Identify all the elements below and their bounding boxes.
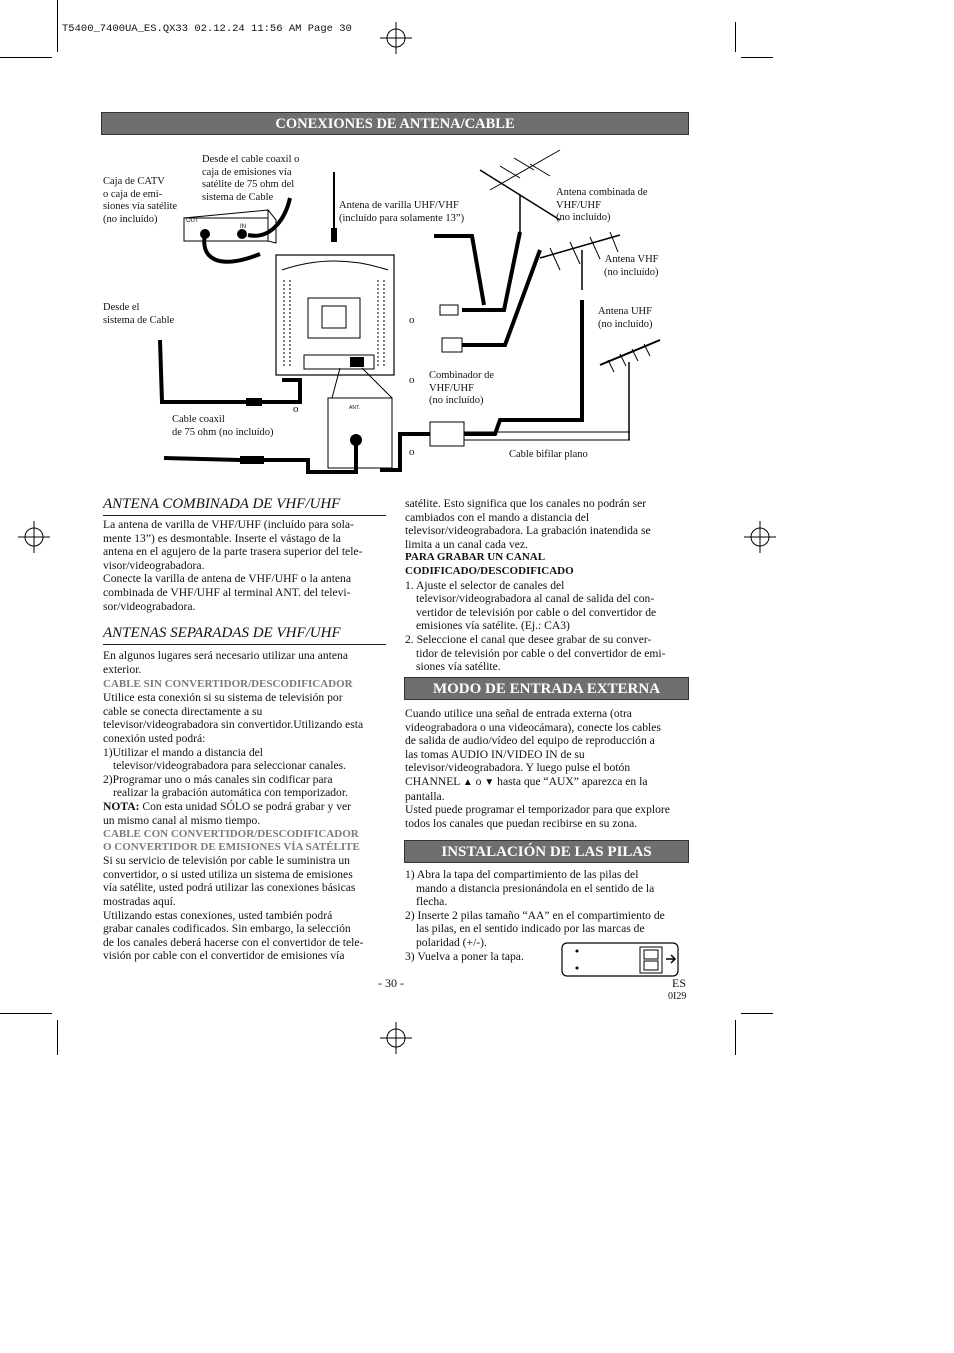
list-item: 1) Abra la tapa del compartimiento de las pilas del mando a distancia presionándola en el sentido de la flecha. bbox=[405, 868, 655, 909]
label-uhf-antenna: Antena UHF (no incluído) bbox=[598, 306, 653, 330]
external-mode-text bbox=[405, 707, 695, 830]
crop-mark bbox=[741, 1013, 773, 1014]
paragraph: Conecte la varilla de antena de VHF/UHF o la antena combinada de VHF/UHF al terminal ANT. del televi- sor/videograbadora. bbox=[103, 572, 352, 613]
left-column-text-2 bbox=[103, 649, 393, 963]
left-column-text bbox=[103, 518, 393, 613]
remote-battery-cover-drawing bbox=[560, 941, 684, 979]
language-code: ES bbox=[672, 976, 687, 990]
crop-mark bbox=[0, 1013, 52, 1014]
registration-mark bbox=[744, 521, 776, 553]
crop-mark bbox=[0, 57, 52, 58]
paragraph: Utilice esta conexión si su sistema de televisión por cable se conecta directamente a su televisor/videograbadora sin convertidor.Utilizando esta conexión usted podrá: bbox=[103, 691, 364, 745]
combo-antenna-drawing bbox=[480, 150, 560, 235]
marker-o: o bbox=[409, 374, 415, 386]
heading-separate-antennas: ANTENAS SEPARADAS DE VHF/UHF bbox=[103, 625, 386, 645]
crop-mark bbox=[735, 22, 736, 52]
list-item: 1. Ajuste el selector de canales del televisor/videograbadora al canal de salida del con- vertidor de televisión por cable o del convertidor de emisiones vía satélite. (Ej.: CA3) bbox=[405, 578, 657, 633]
label-coax-cable: Cable coaxil de 75 ohm (no incluído) bbox=[172, 414, 274, 438]
arrow-down-icon: ▼ bbox=[484, 776, 495, 788]
label-out: OUT bbox=[186, 218, 199, 224]
heading-combined-antenna: ANTENA COMBINADA DE VHF/UHF bbox=[103, 496, 386, 516]
crop-mark bbox=[735, 1020, 736, 1055]
marker-o: o bbox=[293, 403, 299, 415]
print-header-line: T5400_7400UA_ES.QX33 02.12.24 11:56 AM Page 30 bbox=[62, 23, 352, 35]
paragraph: Utilizando estas conexiones, usted también podrá grabar canales codificados. Sin embargo, la selección de los canales deberá hacerse con el convertidor de tele- visión por cable con el convertidor de emisiones vía bbox=[103, 908, 364, 963]
paragraph: Si su servicio de televisión por cable le suministra un convertidor, o si usted utiliza un sistema de emisiones vía satélite, usted podrá utilizar las conexiones básicas mostradas aquí. bbox=[103, 854, 356, 908]
ext-text-b: hasta que “AUX” aparezca en la pantalla. bbox=[405, 774, 648, 803]
crop-mark bbox=[57, 1020, 58, 1055]
gray-subheading: CABLE SIN CONVERTIDOR/DESCODIFICADOR bbox=[103, 678, 353, 691]
list-item: 3) Vuelva a poner la tapa. bbox=[405, 949, 524, 963]
page-number: - 30 - bbox=[378, 976, 404, 990]
label-from-cable: Desde el sistema de Cable bbox=[103, 302, 175, 326]
ext-or: o bbox=[472, 774, 485, 788]
arrow-up-icon: ▲ bbox=[462, 776, 473, 788]
label-vhf-antenna: Antena VHF (no incluído) bbox=[604, 254, 659, 278]
crop-mark bbox=[57, 0, 58, 52]
uhf-antenna-drawing bbox=[600, 340, 660, 440]
label-twin-lead: Cable bifilar plano bbox=[509, 449, 588, 460]
registration-mark bbox=[380, 22, 412, 54]
paragraph: satélite. Esto significa que los canales no podrán ser cambiados con el mando a distancia del televisor/videograbadora. La grabación inatendida se limita a un canal cada vez. bbox=[405, 497, 651, 551]
label-from-coax: Desde el cable coaxil o caja de emisiones vía satélite de 75 ohm del sistema de Cable bbox=[202, 154, 300, 203]
section-title-antenna: CONEXIONES DE ANTENA/CABLE bbox=[101, 112, 689, 135]
document-code: 0I29 bbox=[668, 991, 687, 1002]
bold-subheading: PARA GRABAR UN CANAL CODIFICADO/DESCODIFICADO bbox=[405, 551, 574, 577]
label-catv-box: Caja de CATV o caja de emi- siones vía satélite (no incluído) bbox=[103, 176, 178, 225]
paragraph: Usted puede programar el temporizador para que explore todos los canales que puedan recibirse en su zona. bbox=[405, 803, 670, 830]
marker-o: o bbox=[409, 314, 415, 326]
list-item: 2)Programar uno o más canales sin codificar para realizar la grabación automática con temporizador. bbox=[103, 772, 348, 800]
label-in: IN bbox=[240, 224, 246, 230]
list-item: 2. Seleccione el canal que desee grabar de su conver- tidor de televisión por cable o del convertidor de emi- siones vía satélite. bbox=[405, 632, 666, 674]
catv-box-drawing bbox=[184, 210, 276, 243]
label-combiner: Combinador de VHF/UHF (no incluído) bbox=[429, 370, 495, 407]
registration-mark bbox=[18, 521, 50, 553]
tv-back-drawing bbox=[276, 255, 394, 375]
label-rod-antenna: Antena de varilla UHF/VHF (incluído para solamente 13”) bbox=[339, 200, 465, 224]
crop-mark bbox=[741, 57, 773, 58]
section-title-external: MODO DE ENTRADA EXTERNA bbox=[404, 677, 689, 700]
paragraph: La antena de varilla de VHF/UHF (incluído para sola- mente 13”) es desmontable. Inserte el vástago de la antena en el agujero de la parte trasera superior del tele- visor/videograbadora. bbox=[103, 518, 363, 572]
note-label: NOTA: bbox=[103, 799, 140, 813]
label-combo-antenna: Antena combinada de VHF/UHF (no incluído) bbox=[556, 187, 648, 224]
list-item: 1)Utilizar el mando a distancia del televisor/videograbadora para seleccionar canales. bbox=[103, 745, 347, 773]
label-ant: ANT. bbox=[349, 405, 360, 411]
paragraph: En algunos lugares será necesario utilizar una antena exterior. bbox=[103, 649, 348, 676]
marker-o: o bbox=[409, 446, 415, 458]
ext-text-a: Cuando utilice una señal de entrada externa (otra videograbadora o una videocámara), conecte los cables de salida de audio/vídeo del equipo de reproducción a las tomas AUDIO IN/VIDEO IN de su televisor/videograbadora. Y luego pulse el botón CHANNEL bbox=[405, 707, 661, 788]
list-item: 2) Inserte 2 pilas tamaño “AA” en el compartimiento de las pilas, en el sentido indicado por las marcas de polaridad (+/-). bbox=[405, 908, 665, 949]
gray-subheading: CABLE CON CONVERTIDOR/DESCODIFICADOR O CONVERTIDOR DE EMISIONES VÍA SATÉLITE bbox=[103, 828, 360, 854]
section-title-batteries: INSTALACIÓN DE LAS PILAS bbox=[404, 840, 689, 863]
right-column-text bbox=[405, 497, 695, 674]
registration-mark bbox=[380, 1022, 412, 1054]
note-text: Con esta unidad SÓLO se podrá grabar y ver un mismo canal al mismo tiempo. bbox=[103, 799, 352, 827]
